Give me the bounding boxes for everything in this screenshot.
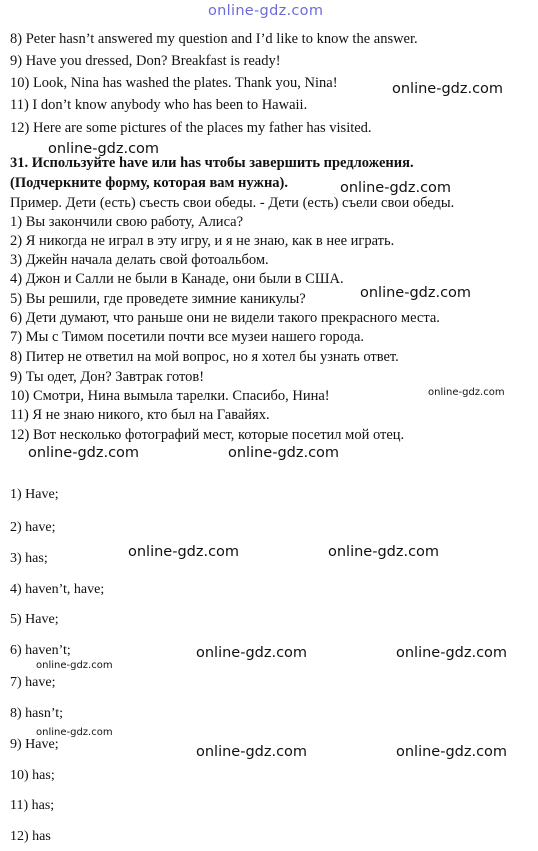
watermark: online-gdz.com	[340, 180, 452, 196]
exercise-item-2: 2) Я никогда не играл в эту игру, и я не знаю, как в нее играть.	[10, 233, 395, 249]
exercise-example: Пример. Дети (есть) съесть свои обеды. - Дети (есть) съели свои обеды.	[10, 195, 455, 211]
english-line-9: 9) Have you dressed, Don? Breakfast is ready!	[10, 53, 281, 69]
watermark: online-gdz.com	[228, 445, 340, 461]
watermark: online-gdz.com	[196, 744, 308, 760]
answer-4: 4) haven’t, have;	[10, 582, 105, 597]
exercise-item-8: 8) Питер не ответил на мой вопрос, но я хотел бы узнать ответ.	[10, 349, 399, 365]
exercise-item-6: 6) Дети думают, что раньше они не видели такого прекрасного места.	[10, 310, 440, 326]
english-line-8: 8) Peter hasn’t answered my question and I’d like to know the answer.	[10, 31, 418, 47]
watermark: online-gdz.com	[28, 445, 140, 461]
watermark: online-gdz.com	[360, 285, 472, 301]
answer-3: 3) has;	[10, 551, 48, 566]
english-line-10: 10) Look, Nina has washed the plates. Thank you, Nina!	[10, 75, 338, 91]
watermark: online-gdz.com	[36, 727, 113, 738]
answer-12: 12) has	[10, 829, 51, 844]
exercise-item-10: 10) Смотри, Нина вымыла тарелки. Спасибо, Нина!	[10, 388, 330, 404]
exercise-item-7: 7) Мы с Тимом посетили почти все музеи нашего города.	[10, 329, 365, 345]
watermark: online-gdz.com	[48, 141, 160, 157]
answer-9: 9) Have;	[10, 737, 59, 752]
exercise-heading: 31. Используйте have или has чтобы завершить предложения.	[10, 155, 414, 171]
watermark: online-gdz.com	[128, 544, 240, 560]
watermark: online-gdz.com	[328, 544, 440, 560]
exercise-item-3: 3) Джейн начала делать свой фотоальбом.	[10, 252, 269, 268]
exercise-subheading: (Подчеркните форму, которая вам нужна).	[10, 175, 289, 191]
answer-2: 2) have;	[10, 520, 56, 535]
english-line-11: 11) I don’t know anybody who has been to Hawaii.	[10, 97, 308, 113]
answer-11: 11) has;	[10, 798, 55, 813]
english-line-12: 12) Here are some pictures of the places my father has visited.	[10, 120, 372, 136]
exercise-item-11: 11) Я не знаю никого, кто был на Гавайях.	[10, 407, 270, 423]
watermark: online-gdz.com	[428, 387, 505, 398]
exercise-item-12: 12) Вот несколько фотографий мест, которые посетил мой отец.	[10, 427, 405, 443]
answer-10: 10) has;	[10, 768, 55, 783]
exercise-item-5: 5) Вы решили, где проведете зимние каникулы?	[10, 291, 306, 307]
watermark: online-gdz.com	[36, 660, 113, 671]
exercise-item-9: 9) Ты одет, Дон? Завтрак готов!	[10, 369, 205, 385]
exercise-item-4: 4) Джон и Салли не были в Канаде, они были в США.	[10, 271, 344, 287]
watermark: online-gdz.com	[392, 81, 504, 97]
watermark: online-gdz.com	[196, 645, 308, 661]
answer-8: 8) hasn’t;	[10, 706, 64, 721]
answer-7: 7) have;	[10, 675, 56, 690]
watermark: online-gdz.com	[396, 744, 508, 760]
answer-6: 6) haven’t;	[10, 643, 71, 658]
answer-1: 1) Have;	[10, 487, 59, 502]
exercise-item-1: 1) Вы закончили свою работу, Алиса?	[10, 214, 244, 230]
answer-5: 5) Have;	[10, 612, 59, 627]
watermark: online-gdz.com	[396, 645, 508, 661]
watermark-top: online-gdz.com	[208, 3, 324, 19]
